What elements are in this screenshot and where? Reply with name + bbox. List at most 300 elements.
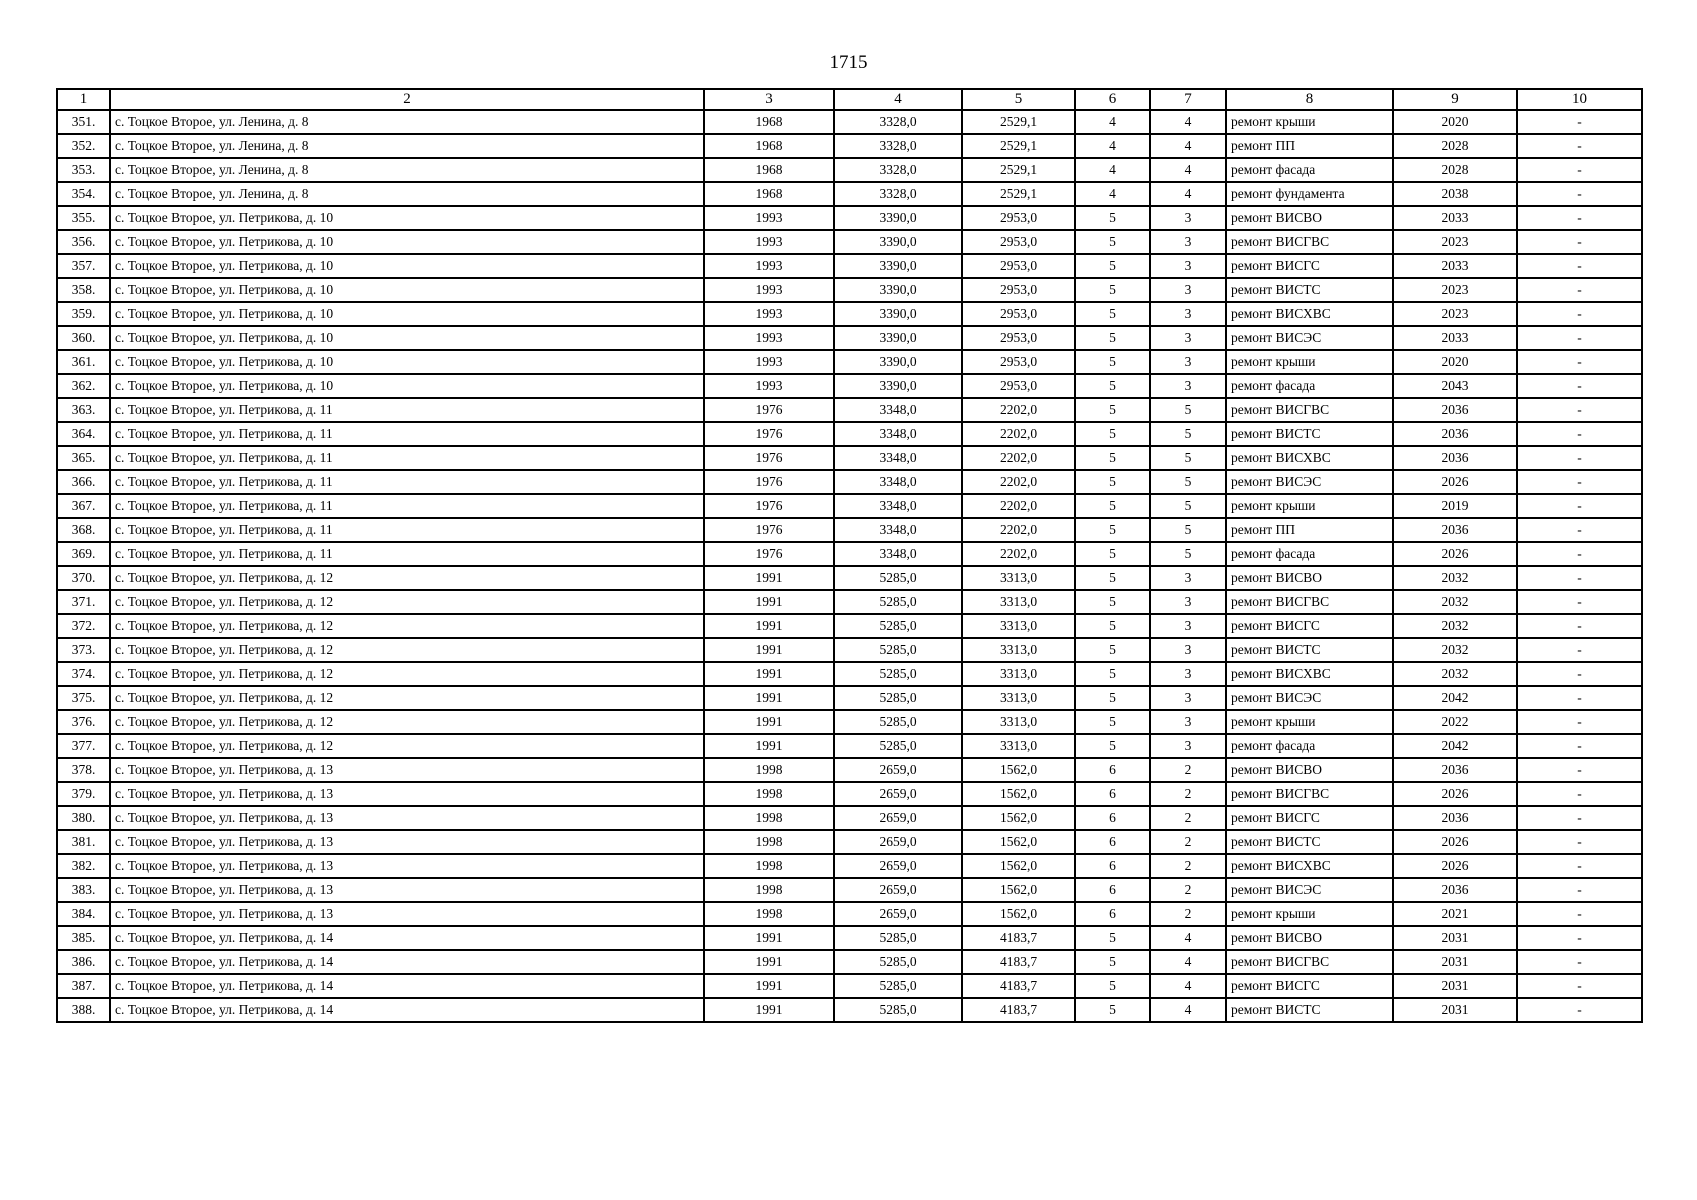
note-cell: - (1517, 470, 1642, 494)
note-cell: - (1517, 446, 1642, 470)
address-cell: с. Тоцкое Второе, ул. Петрикова, д. 11 (110, 422, 704, 446)
table-row (57, 902, 1642, 926)
entrances-cell: 4 (1150, 998, 1226, 1022)
work-type-cell: ремонт ВИСВО (1226, 566, 1393, 590)
address-cell: с. Тоцкое Второе, ул. Петрикова, д. 12 (110, 638, 704, 662)
work-year-cell: 2036 (1393, 518, 1517, 542)
entrances-cell: 5 (1150, 542, 1226, 566)
entrances-cell: 3 (1150, 374, 1226, 398)
work-type-cell: ремонт ВИСГС (1226, 614, 1393, 638)
note-cell: - (1517, 998, 1642, 1022)
work-type-cell: ремонт ВИСВО (1226, 926, 1393, 950)
work-year-cell: 2032 (1393, 566, 1517, 590)
floors-cell: 4 (1075, 110, 1150, 134)
row-number-cell: 376. (57, 710, 110, 734)
area-living-cell: 3313,0 (962, 638, 1075, 662)
table-row (57, 782, 1642, 806)
table-row (57, 542, 1642, 566)
area-total-cell: 2659,0 (834, 758, 962, 782)
area-living-cell: 2529,1 (962, 110, 1075, 134)
row-number-cell: 371. (57, 590, 110, 614)
work-year-cell: 2020 (1393, 110, 1517, 134)
work-type-cell: ремонт ВИСГВС (1226, 230, 1393, 254)
work-type-cell: ремонт ВИСЭС (1226, 686, 1393, 710)
note-cell: - (1517, 854, 1642, 878)
address-cell: с. Тоцкое Второе, ул. Петрикова, д. 12 (110, 566, 704, 590)
area-living-cell: 2953,0 (962, 278, 1075, 302)
note-cell: - (1517, 398, 1642, 422)
year-cell: 1998 (704, 878, 834, 902)
area-living-cell: 1562,0 (962, 902, 1075, 926)
area-living-cell: 2202,0 (962, 446, 1075, 470)
work-year-cell: 2026 (1393, 830, 1517, 854)
address-cell: с. Тоцкое Второе, ул. Петрикова, д. 11 (110, 518, 704, 542)
row-number-cell: 366. (57, 470, 110, 494)
row-number-cell: 379. (57, 782, 110, 806)
year-cell: 1998 (704, 830, 834, 854)
entrances-cell: 3 (1150, 686, 1226, 710)
note-cell: - (1517, 110, 1642, 134)
column-header-6: 6 (1075, 89, 1150, 110)
floors-cell: 6 (1075, 854, 1150, 878)
address-cell: с. Тоцкое Второе, ул. Петрикова, д. 10 (110, 206, 704, 230)
area-total-cell: 5285,0 (834, 686, 962, 710)
row-number-cell: 387. (57, 974, 110, 998)
entrances-cell: 5 (1150, 470, 1226, 494)
work-year-cell: 2033 (1393, 254, 1517, 278)
work-type-cell: ремонт фасада (1226, 374, 1393, 398)
address-cell: с. Тоцкое Второе, ул. Петрикова, д. 14 (110, 950, 704, 974)
year-cell: 1998 (704, 902, 834, 926)
work-year-cell: 2043 (1393, 374, 1517, 398)
entrances-cell: 3 (1150, 230, 1226, 254)
table-row (57, 686, 1642, 710)
address-cell: с. Тоцкое Второе, ул. Петрикова, д. 13 (110, 902, 704, 926)
note-cell: - (1517, 206, 1642, 230)
year-cell: 1976 (704, 542, 834, 566)
area-total-cell: 5285,0 (834, 926, 962, 950)
row-number-cell: 356. (57, 230, 110, 254)
note-cell: - (1517, 158, 1642, 182)
year-cell: 1991 (704, 662, 834, 686)
note-cell: - (1517, 782, 1642, 806)
area-living-cell: 2953,0 (962, 302, 1075, 326)
area-total-cell: 3390,0 (834, 302, 962, 326)
table-row (57, 878, 1642, 902)
work-type-cell: ремонт ВИСГВС (1226, 590, 1393, 614)
area-living-cell: 2202,0 (962, 494, 1075, 518)
year-cell: 1968 (704, 182, 834, 206)
work-year-cell: 2028 (1393, 158, 1517, 182)
row-number-cell: 385. (57, 926, 110, 950)
note-cell: - (1517, 542, 1642, 566)
year-cell: 1993 (704, 374, 834, 398)
area-living-cell: 1562,0 (962, 806, 1075, 830)
table-row (57, 326, 1642, 350)
floors-cell: 5 (1075, 446, 1150, 470)
row-number-cell: 360. (57, 326, 110, 350)
year-cell: 1991 (704, 974, 834, 998)
row-number-cell: 368. (57, 518, 110, 542)
address-cell: с. Тоцкое Второе, ул. Петрикова, д. 14 (110, 998, 704, 1022)
area-total-cell: 3390,0 (834, 230, 962, 254)
entrances-cell: 2 (1150, 902, 1226, 926)
entrances-cell: 4 (1150, 950, 1226, 974)
work-type-cell: ремонт ВИСВО (1226, 758, 1393, 782)
entrances-cell: 5 (1150, 422, 1226, 446)
row-number-cell: 357. (57, 254, 110, 278)
area-total-cell: 3348,0 (834, 446, 962, 470)
work-year-cell: 2021 (1393, 902, 1517, 926)
address-cell: с. Тоцкое Второе, ул. Ленина, д. 8 (110, 182, 704, 206)
year-cell: 1991 (704, 926, 834, 950)
area-total-cell: 3348,0 (834, 398, 962, 422)
work-year-cell: 2033 (1393, 206, 1517, 230)
entrances-cell: 3 (1150, 350, 1226, 374)
area-total-cell: 3390,0 (834, 206, 962, 230)
work-year-cell: 2036 (1393, 398, 1517, 422)
column-header-8: 8 (1226, 89, 1393, 110)
note-cell: - (1517, 566, 1642, 590)
area-living-cell: 2529,1 (962, 182, 1075, 206)
work-type-cell: ремонт ВИСЭС (1226, 878, 1393, 902)
year-cell: 1993 (704, 206, 834, 230)
note-cell: - (1517, 710, 1642, 734)
year-cell: 1998 (704, 854, 834, 878)
area-total-cell: 2659,0 (834, 902, 962, 926)
address-cell: с. Тоцкое Второе, ул. Петрикова, д. 10 (110, 278, 704, 302)
floors-cell: 5 (1075, 542, 1150, 566)
work-type-cell: ремонт ВИСХВС (1226, 446, 1393, 470)
floors-cell: 5 (1075, 974, 1150, 998)
address-cell: с. Тоцкое Второе, ул. Петрикова, д. 11 (110, 470, 704, 494)
work-type-cell: ремонт ВИСГС (1226, 806, 1393, 830)
area-living-cell: 3313,0 (962, 566, 1075, 590)
column-header-5: 5 (962, 89, 1075, 110)
work-type-cell: ремонт ВИСВО (1226, 206, 1393, 230)
row-number-cell: 364. (57, 422, 110, 446)
floors-cell: 5 (1075, 614, 1150, 638)
floors-cell: 6 (1075, 782, 1150, 806)
floors-cell: 5 (1075, 710, 1150, 734)
note-cell: - (1517, 614, 1642, 638)
entrances-cell: 3 (1150, 662, 1226, 686)
table-row (57, 374, 1642, 398)
note-cell: - (1517, 230, 1642, 254)
table-row (57, 710, 1642, 734)
table-row (57, 638, 1642, 662)
area-total-cell: 5285,0 (834, 710, 962, 734)
table-row (57, 974, 1642, 998)
year-cell: 1993 (704, 278, 834, 302)
column-header-4: 4 (834, 89, 962, 110)
table-header (57, 89, 1642, 110)
work-type-cell: ремонт ВИСХВС (1226, 662, 1393, 686)
note-cell: - (1517, 806, 1642, 830)
note-cell: - (1517, 950, 1642, 974)
year-cell: 1968 (704, 110, 834, 134)
address-cell: с. Тоцкое Второе, ул. Петрикова, д. 11 (110, 494, 704, 518)
note-cell: - (1517, 302, 1642, 326)
year-cell: 1991 (704, 734, 834, 758)
year-cell: 1991 (704, 710, 834, 734)
work-year-cell: 2020 (1393, 350, 1517, 374)
work-year-cell: 2023 (1393, 302, 1517, 326)
row-number-cell: 381. (57, 830, 110, 854)
work-year-cell: 2031 (1393, 950, 1517, 974)
floors-cell: 5 (1075, 734, 1150, 758)
area-total-cell: 3348,0 (834, 518, 962, 542)
year-cell: 1998 (704, 758, 834, 782)
row-number-cell: 384. (57, 902, 110, 926)
floors-cell: 5 (1075, 230, 1150, 254)
row-number-cell: 383. (57, 878, 110, 902)
entrances-cell: 2 (1150, 782, 1226, 806)
floors-cell: 4 (1075, 182, 1150, 206)
note-cell: - (1517, 758, 1642, 782)
work-year-cell: 2032 (1393, 638, 1517, 662)
floors-cell: 6 (1075, 806, 1150, 830)
note-cell: - (1517, 686, 1642, 710)
work-type-cell: ремонт крыши (1226, 902, 1393, 926)
entrances-cell: 3 (1150, 710, 1226, 734)
work-year-cell: 2036 (1393, 446, 1517, 470)
row-number-cell: 361. (57, 350, 110, 374)
row-number-cell: 378. (57, 758, 110, 782)
area-living-cell: 2202,0 (962, 398, 1075, 422)
work-year-cell: 2031 (1393, 998, 1517, 1022)
floors-cell: 5 (1075, 278, 1150, 302)
row-number-cell: 354. (57, 182, 110, 206)
row-number-cell: 375. (57, 686, 110, 710)
entrances-cell: 3 (1150, 254, 1226, 278)
address-cell: с. Тоцкое Второе, ул. Петрикова, д. 13 (110, 878, 704, 902)
area-total-cell: 2659,0 (834, 782, 962, 806)
note-cell: - (1517, 590, 1642, 614)
floors-cell: 5 (1075, 206, 1150, 230)
year-cell: 1991 (704, 638, 834, 662)
column-header-3: 3 (704, 89, 834, 110)
column-header-1: 1 (57, 89, 110, 110)
area-total-cell: 2659,0 (834, 854, 962, 878)
work-year-cell: 2042 (1393, 686, 1517, 710)
floors-cell: 6 (1075, 902, 1150, 926)
table-row (57, 446, 1642, 470)
work-type-cell: ремонт ВИСТС (1226, 422, 1393, 446)
floors-cell: 5 (1075, 518, 1150, 542)
area-living-cell: 2202,0 (962, 422, 1075, 446)
area-living-cell: 4183,7 (962, 926, 1075, 950)
table-row (57, 614, 1642, 638)
work-type-cell: ремонт ВИСГС (1226, 974, 1393, 998)
address-cell: с. Тоцкое Второе, ул. Петрикова, д. 13 (110, 758, 704, 782)
note-cell: - (1517, 182, 1642, 206)
year-cell: 1991 (704, 686, 834, 710)
area-total-cell: 2659,0 (834, 830, 962, 854)
area-total-cell: 5285,0 (834, 998, 962, 1022)
floors-cell: 4 (1075, 158, 1150, 182)
floors-cell: 5 (1075, 926, 1150, 950)
floors-cell: 5 (1075, 422, 1150, 446)
note-cell: - (1517, 734, 1642, 758)
column-header-2: 2 (110, 89, 704, 110)
floors-cell: 5 (1075, 998, 1150, 1022)
note-cell: - (1517, 902, 1642, 926)
area-total-cell: 5285,0 (834, 590, 962, 614)
work-year-cell: 2036 (1393, 758, 1517, 782)
work-type-cell: ремонт крыши (1226, 494, 1393, 518)
entrances-cell: 4 (1150, 158, 1226, 182)
note-cell: - (1517, 662, 1642, 686)
floors-cell: 5 (1075, 686, 1150, 710)
note-cell: - (1517, 638, 1642, 662)
table-row (57, 950, 1642, 974)
address-cell: с. Тоцкое Второе, ул. Петрикова, д. 11 (110, 398, 704, 422)
work-type-cell: ремонт ВИСЭС (1226, 326, 1393, 350)
row-number-cell: 359. (57, 302, 110, 326)
note-cell: - (1517, 926, 1642, 950)
year-cell: 1991 (704, 590, 834, 614)
row-number-cell: 372. (57, 614, 110, 638)
area-total-cell: 3328,0 (834, 182, 962, 206)
year-cell: 1993 (704, 350, 834, 374)
table-row (57, 422, 1642, 446)
row-number-cell: 367. (57, 494, 110, 518)
floors-cell: 5 (1075, 494, 1150, 518)
entrances-cell: 3 (1150, 302, 1226, 326)
entrances-cell: 4 (1150, 110, 1226, 134)
work-year-cell: 2031 (1393, 974, 1517, 998)
note-cell: - (1517, 878, 1642, 902)
entrances-cell: 3 (1150, 590, 1226, 614)
area-total-cell: 3390,0 (834, 350, 962, 374)
entrances-cell: 3 (1150, 566, 1226, 590)
address-cell: с. Тоцкое Второе, ул. Петрикова, д. 12 (110, 734, 704, 758)
work-type-cell: ремонт ВИСТС (1226, 638, 1393, 662)
row-number-cell: 374. (57, 662, 110, 686)
work-type-cell: ремонт крыши (1226, 710, 1393, 734)
table-row (57, 518, 1642, 542)
page-number: 1715 (829, 52, 868, 73)
area-total-cell: 2659,0 (834, 878, 962, 902)
address-cell: с. Тоцкое Второе, ул. Петрикова, д. 10 (110, 302, 704, 326)
year-cell: 1991 (704, 566, 834, 590)
area-living-cell: 4183,7 (962, 998, 1075, 1022)
note-cell: - (1517, 974, 1642, 998)
table-row (57, 926, 1642, 950)
work-year-cell: 2026 (1393, 854, 1517, 878)
table-row (57, 110, 1642, 134)
area-total-cell: 2659,0 (834, 806, 962, 830)
address-cell: с. Тоцкое Второе, ул. Петрикова, д. 12 (110, 662, 704, 686)
floors-cell: 6 (1075, 878, 1150, 902)
work-year-cell: 2033 (1393, 326, 1517, 350)
area-total-cell: 3390,0 (834, 254, 962, 278)
work-type-cell: ремонт фасада (1226, 542, 1393, 566)
address-cell: с. Тоцкое Второе, ул. Ленина, д. 8 (110, 134, 704, 158)
area-living-cell: 2953,0 (962, 350, 1075, 374)
year-cell: 1976 (704, 398, 834, 422)
year-cell: 1993 (704, 326, 834, 350)
area-living-cell: 3313,0 (962, 590, 1075, 614)
entrances-cell: 4 (1150, 134, 1226, 158)
table-row (57, 134, 1642, 158)
year-cell: 1976 (704, 494, 834, 518)
year-cell: 1976 (704, 470, 834, 494)
table-row (57, 998, 1642, 1022)
floors-cell: 5 (1075, 950, 1150, 974)
work-year-cell: 2032 (1393, 590, 1517, 614)
work-year-cell: 2032 (1393, 662, 1517, 686)
table-row (57, 590, 1642, 614)
year-cell: 1991 (704, 998, 834, 1022)
table-row (57, 734, 1642, 758)
area-living-cell: 2953,0 (962, 326, 1075, 350)
area-living-cell: 3313,0 (962, 614, 1075, 638)
area-total-cell: 3390,0 (834, 374, 962, 398)
row-number-cell: 382. (57, 854, 110, 878)
entrances-cell: 2 (1150, 878, 1226, 902)
work-year-cell: 2036 (1393, 878, 1517, 902)
floors-cell: 5 (1075, 566, 1150, 590)
floors-cell: 5 (1075, 254, 1150, 278)
area-living-cell: 1562,0 (962, 854, 1075, 878)
floors-cell: 6 (1075, 830, 1150, 854)
area-total-cell: 5285,0 (834, 638, 962, 662)
address-cell: с. Тоцкое Второе, ул. Петрикова, д. 10 (110, 326, 704, 350)
work-year-cell: 2023 (1393, 230, 1517, 254)
row-number-cell: 353. (57, 158, 110, 182)
note-cell: - (1517, 422, 1642, 446)
table-row (57, 854, 1642, 878)
work-year-cell: 2031 (1393, 926, 1517, 950)
area-living-cell: 2529,1 (962, 158, 1075, 182)
entrances-cell: 2 (1150, 830, 1226, 854)
area-total-cell: 3390,0 (834, 278, 962, 302)
area-total-cell: 3328,0 (834, 158, 962, 182)
entrances-cell: 4 (1150, 926, 1226, 950)
work-type-cell: ремонт фасада (1226, 734, 1393, 758)
work-type-cell: ремонт ВИСГВС (1226, 950, 1393, 974)
table-row (57, 470, 1642, 494)
address-cell: с. Тоцкое Второе, ул. Петрикова, д. 10 (110, 230, 704, 254)
column-header-7: 7 (1150, 89, 1226, 110)
area-total-cell: 5285,0 (834, 614, 962, 638)
table-row (57, 398, 1642, 422)
address-cell: с. Тоцкое Второе, ул. Петрикова, д. 14 (110, 926, 704, 950)
table-row (57, 494, 1642, 518)
area-living-cell: 1562,0 (962, 878, 1075, 902)
area-total-cell: 3348,0 (834, 542, 962, 566)
work-type-cell: ремонт крыши (1226, 110, 1393, 134)
area-total-cell: 5285,0 (834, 974, 962, 998)
address-cell: с. Тоцкое Второе, ул. Ленина, д. 8 (110, 110, 704, 134)
row-number-cell: 358. (57, 278, 110, 302)
floors-cell: 5 (1075, 398, 1150, 422)
work-type-cell: ремонт ВИСТС (1226, 278, 1393, 302)
area-living-cell: 2529,1 (962, 134, 1075, 158)
table-row (57, 206, 1642, 230)
area-living-cell: 2202,0 (962, 542, 1075, 566)
work-type-cell: ремонт ПП (1226, 518, 1393, 542)
header-row (57, 89, 1642, 110)
row-number-cell: 386. (57, 950, 110, 974)
table-row (57, 662, 1642, 686)
row-number-cell: 355. (57, 206, 110, 230)
floors-cell: 5 (1075, 374, 1150, 398)
floors-cell: 5 (1075, 590, 1150, 614)
area-living-cell: 3313,0 (962, 710, 1075, 734)
